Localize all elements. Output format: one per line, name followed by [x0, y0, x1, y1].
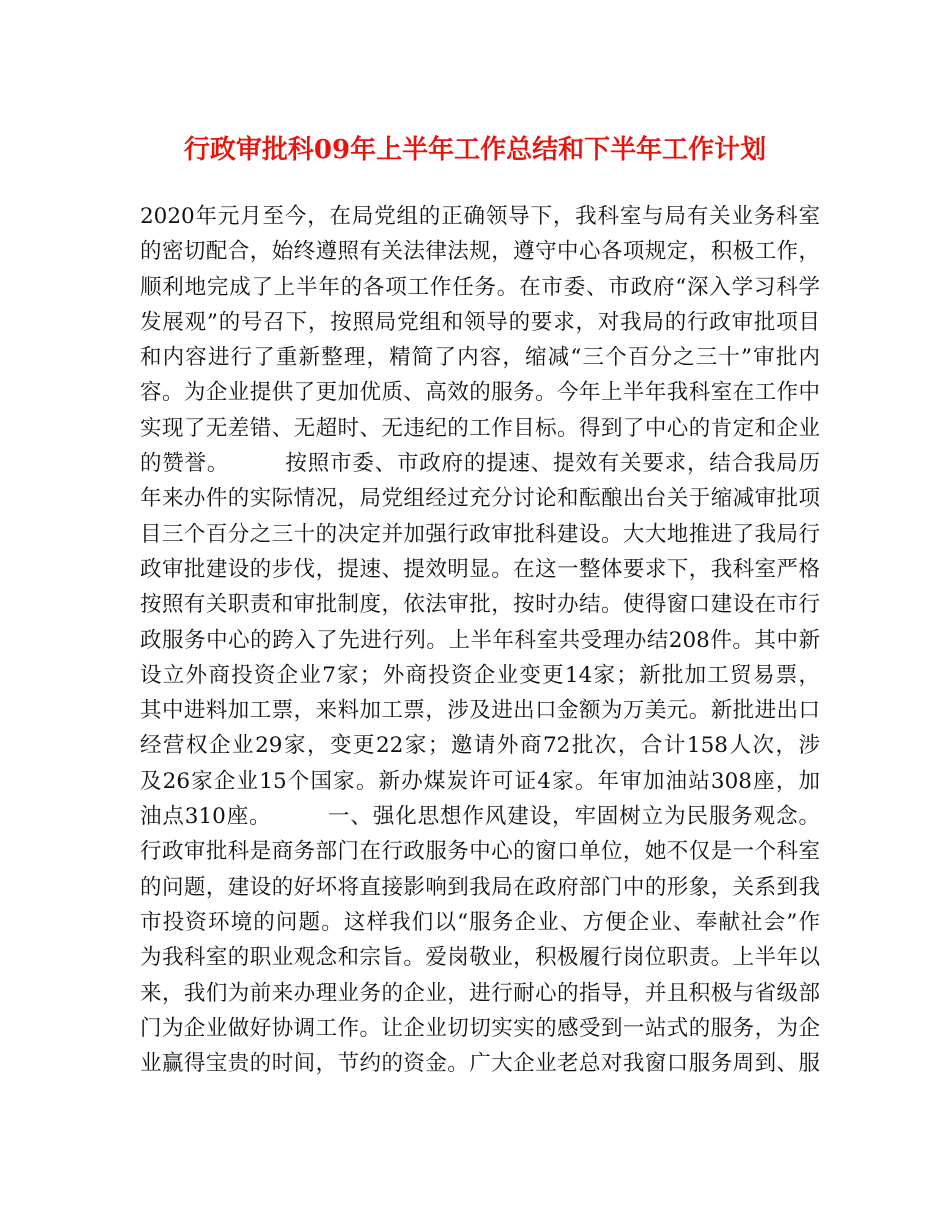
body-line: 为我科室的职业观念和宗旨。爱岗敬业，积极履行岗位职责。上半年以: [140, 945, 820, 971]
document-title: 行政审批科09年上半年工作总结和下半年工作计划: [183, 135, 767, 165]
body-line: 容。为企业提供了更加优质、高效的服务。今年上半年我科室在工作中: [140, 380, 820, 406]
body-line: 的问题，建设的好坏将直接影响到我局在政府部门中的形象，关系到我: [140, 874, 820, 900]
body-line: 的密切配合，始终遵照有关法律法规，遵守中心各项规定，积极工作，: [140, 239, 820, 265]
body-line: 2020年元月至今，在局党组的正确领导下，我科室与局有关业务科室: [140, 204, 820, 229]
body-line: 实现了无差错、无超时、无违纪的工作目标。得到了中心的肯定和企业: [140, 415, 820, 441]
body-line: 设立外商投资企业7家；外商投资企业变更14家；新批加工贸易票，: [140, 662, 820, 688]
body-line: 其中进料加工票，来料加工票，涉及进出口金额为万美元。新批进出口: [140, 698, 820, 724]
body-line: 和内容进行了重新整理，精简了内容，缩减“三个百分之三十”审批内: [140, 345, 820, 371]
body-line: 经营权企业29家，变更22家；邀请外商72批次，合计158人次，涉: [140, 733, 820, 759]
body-line: 及26家企业15个国家。新办煤炭许可证4家。年审加油站308座，加: [140, 768, 820, 794]
body-line: 按照有关职责和审批制度，依法审批，按时办结。使得窗口建设在市行: [140, 592, 820, 618]
body-line: 顺利地完成了上半年的各项工作任务。在市委、市政府“深入学习科学: [140, 274, 820, 300]
body-line: 的赞誉。 按照市委、市政府的提速、提效有关要求，结合我局历: [140, 451, 820, 477]
body-line: 目三个百分之三十的决定并加强行政审批科建设。大大地推进了我局行: [140, 521, 820, 547]
body-line: 业赢得宝贵的时间，节约的资金。广大企业老总对我窗口服务周到、服: [140, 1051, 820, 1077]
body-line: 年来办件的实际情况，局党组经过充分讨论和酝酿出台关于缩减审批项: [140, 486, 820, 512]
body-line: 来，我们为前来办理业务的企业，进行耐心的指导，并且积极与省级部: [140, 980, 820, 1006]
body-line: 行政审批科是商务部门在行政服务中心的窗口单位，她不仅是一个科室: [140, 839, 820, 865]
body-line: 政服务中心的跨入了先进行列。上半年科室共受理办结208件。其中新: [140, 627, 820, 653]
body-line: 油点310座。 一、强化思想作风建设，牢固树立为民服务观念。: [140, 804, 820, 830]
body-line: 门为企业做好协调工作。让企业切切实实的感受到一站式的服务，为企: [140, 1015, 820, 1041]
body-line: 市投资环境的问题。这样我们以“服务企业、方便企业、奉献社会”作: [140, 909, 820, 935]
body-line: 发展观”的号召下，按照局党组和领导的要求，对我局的行政审批项目: [140, 309, 820, 335]
body-line: 政审批建设的步伐，提速、提效明显。在这一整体要求下，我科室严格: [140, 556, 820, 582]
document-body: [140, 199, 820, 1081]
